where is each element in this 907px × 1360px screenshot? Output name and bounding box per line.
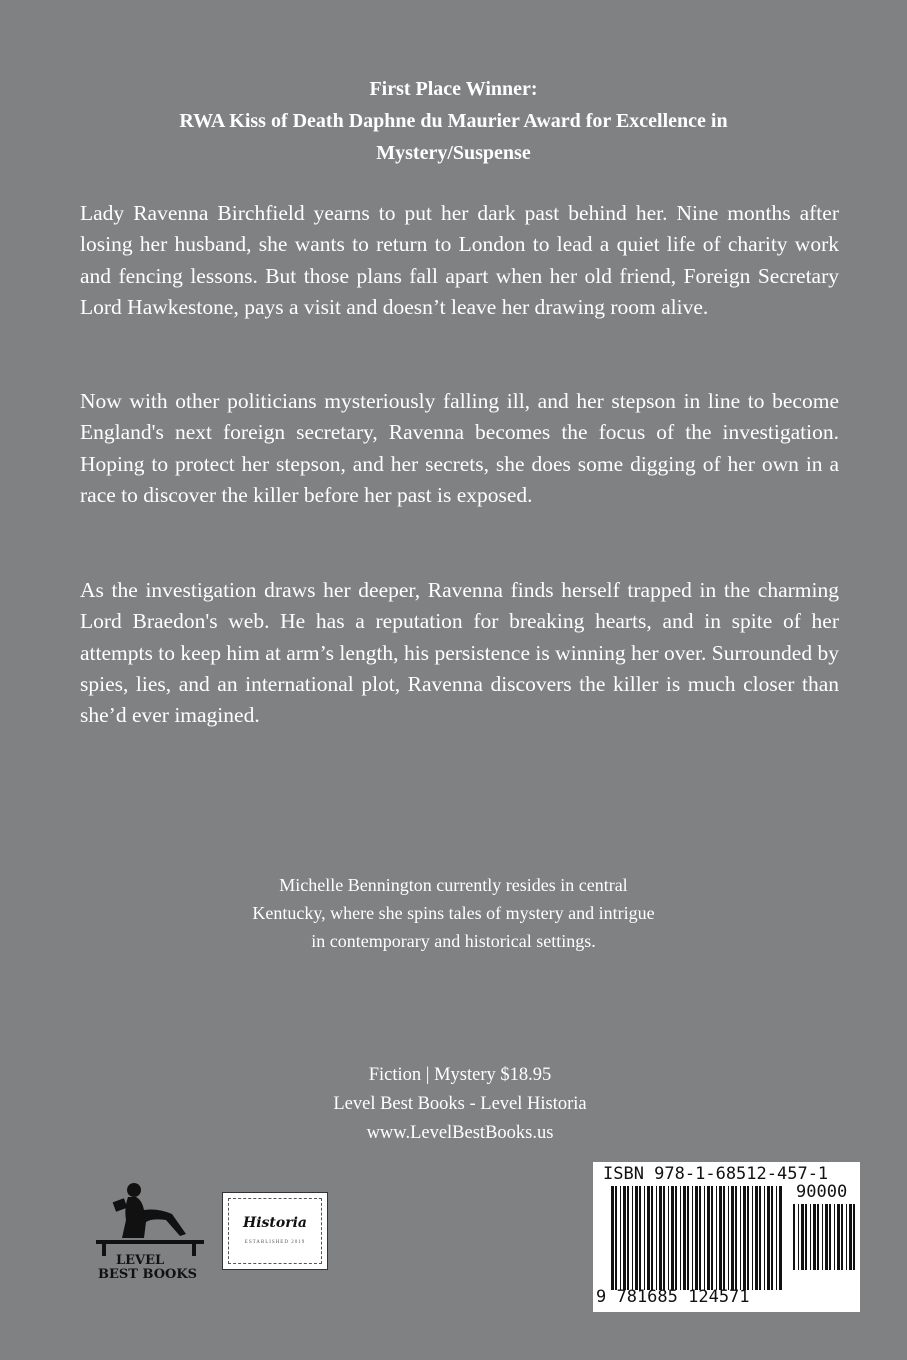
historia-frame: [228, 1198, 322, 1264]
website: www.LevelBestBooks.us: [366, 1123, 554, 1143]
publisher-info: [250, 1061, 670, 1148]
bio-line-3: in contemporary and historical settings.: [311, 931, 596, 951]
award-heading: [60, 73, 847, 169]
barcode-digits: 9 781685 124571: [596, 1287, 750, 1307]
historia-logo: [222, 1192, 328, 1270]
author-bio: [200, 871, 707, 955]
bio-line-2: Kentucky, where she spins tales of mystery and intrigue: [252, 903, 655, 923]
imprint: Level Best Books - Level Historia: [333, 1094, 587, 1114]
historia-established: ESTABLISHED 2019: [244, 1240, 306, 1245]
award-line-2: RWA Kiss of Death Daphne du Maurier Award for Excellence in: [179, 110, 728, 132]
blurb-paragraph-2: Now with other politicians mysteriously falling ill, and her stepson in line to become England's next foreign secretary, Ravenna becomes the focus of the investigation. Hoping to protect her stepson, and her secrets, she does some digging of her own in a race to discover the killer before her past is exposed.: [80, 389, 839, 507]
genre-price: Fiction | Mystery $18.95: [368, 1065, 552, 1085]
award-line-1: First Place Winner:: [369, 78, 538, 100]
lb-text-1: LEVEL: [116, 1253, 165, 1268]
isbn-text: ISBN 978-1-68512-457-1: [603, 1164, 829, 1184]
historia-name: Historia: [243, 1215, 307, 1231]
bio-line-1: Michelle Bennington currently resides in central: [279, 875, 628, 895]
price-code: 90000: [796, 1182, 848, 1202]
award-line-3: Mystery/Suspense: [376, 142, 531, 164]
isbn-barcode: [593, 1162, 860, 1312]
blurb-paragraph-1: Lady Ravenna Birchfield yearns to put her dark past behind her. Nine months after losing her husband, she wants to return to London to lead a quiet life of charity work and fencing lessons. But those plans fall apart when her old friend, Foreign Secretary Lord Hawkestone, pays a visit and doesn’t leave her drawing room alive.: [80, 201, 839, 319]
reading-woman-icon: [94, 1178, 206, 1282]
level-best-books-logo: [94, 1178, 206, 1282]
blurb-paragraph-3: As the investigation draws her deeper, Ravenna finds herself trapped in the charming Lord Braedon's web. He has a reputation for breaking hearts, and in spite of her attempts to keep him at arm’s length, his persistence is winning her over. Surrounded by spies, lies, and an international plot, Ravenna discovers the killer is much closer than she’d ever imagined.: [80, 578, 839, 728]
lb-text-2: BEST BOOKS: [98, 1267, 198, 1282]
